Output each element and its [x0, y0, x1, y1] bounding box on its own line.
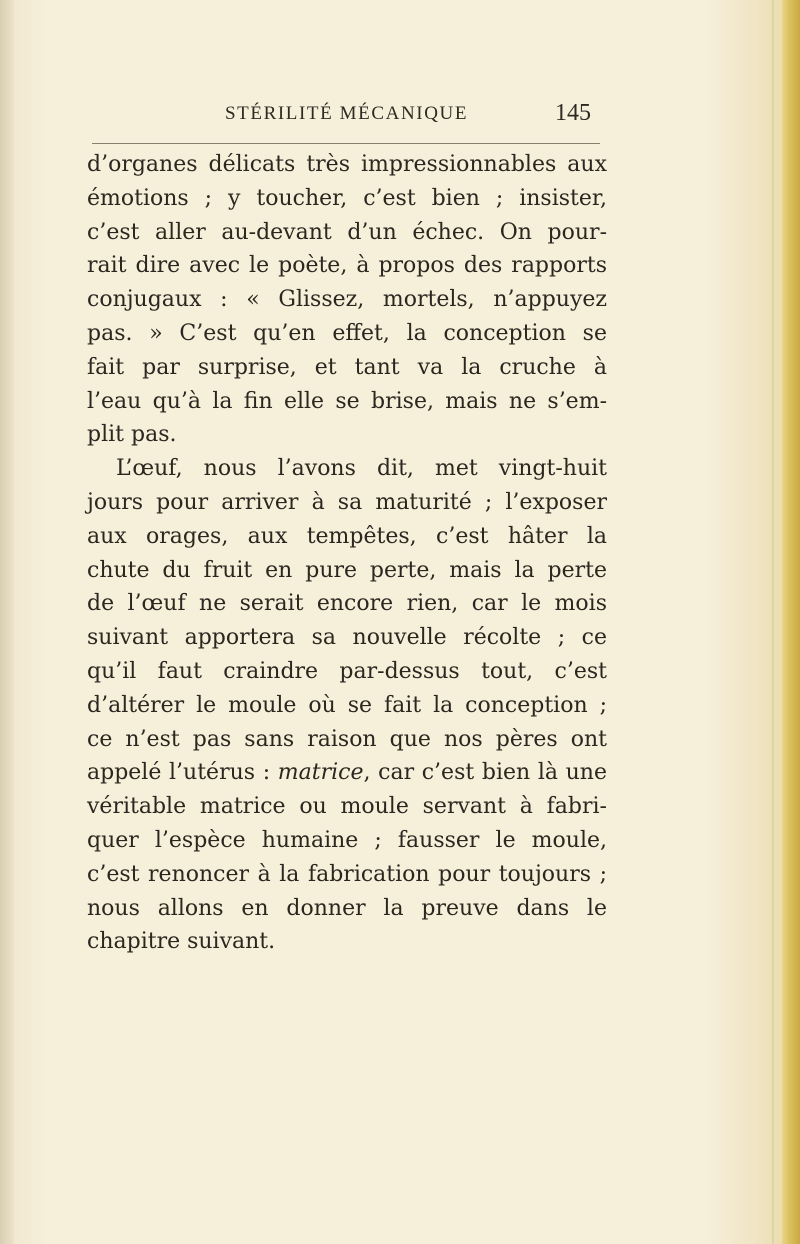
text-line: rait dire avec le poète, à propos des rapports [87, 253, 607, 279]
text-line: plit pas. [87, 422, 177, 448]
text-fragment: , car c’est bien là une [363, 760, 607, 786]
text-line: quer l’espèce humaine ; fausser le moule, [87, 827, 607, 853]
text-line: pas. » C’est qu’en effet, la conception se [87, 320, 607, 346]
header-rule [92, 143, 600, 144]
text-line: chapitre suivant. [87, 929, 276, 955]
text-line: aux orages, aux tempêtes, c’est hâter la [87, 523, 607, 549]
text-line: qu’il faut craindre par-dessus tout, c’est [87, 658, 607, 684]
text-line: conjugaux : « Glissez, mortels, n’appuyez [87, 287, 607, 313]
italic-term: matrice [277, 760, 364, 786]
text-line: c’est aller au-devant d’un échec. On pour- [87, 219, 607, 245]
text-line: d’altérer le moule où se fait la conception ; [87, 692, 607, 718]
text-line: nous allons en donner la preuve dans le [87, 895, 607, 921]
text-line: suivant apportera sa nouvelle récolte ; ce [87, 625, 607, 651]
text-line: de l’œuf ne serait encore rien, car le mois [87, 591, 607, 617]
running-head [225, 100, 645, 133]
text-line: jours pour arriver à sa maturité ; l’exposer [87, 489, 607, 515]
text-line: fait par surprise, et tant va la cruche à [87, 354, 607, 380]
text-line: l’eau qu’à la fin elle se brise, mais ne s’em- [87, 388, 607, 414]
text-line: chute du fruit en pure perte, mais la perte [87, 557, 607, 583]
text-fragment: appelé l’utérus : [87, 760, 278, 786]
page-number: 145 [555, 100, 591, 126]
text-line: c’est renoncer à la fabrication pour toujours ; [87, 861, 607, 887]
paragraph-start: L’œuf, nous l’avons dit, met vingt-huit [116, 456, 607, 482]
page-edge [782, 0, 800, 1244]
text-line-with-italic [87, 756, 607, 790]
page-edge-line [772, 0, 774, 1244]
text-line: véritable matrice ou moule servant à fabri- [87, 794, 607, 820]
text-line: ce n’est pas sans raison que nos pères ont [87, 726, 607, 752]
page-gutter [0, 0, 14, 1244]
running-title: STÉRILITÉ MÉCANIQUE [225, 103, 469, 124]
body-text [87, 148, 607, 959]
text-line: émotions ; y toucher, c’est bien ; insister, [87, 185, 607, 211]
text-line: d’organes délicats très impressionnables aux [87, 152, 607, 177]
